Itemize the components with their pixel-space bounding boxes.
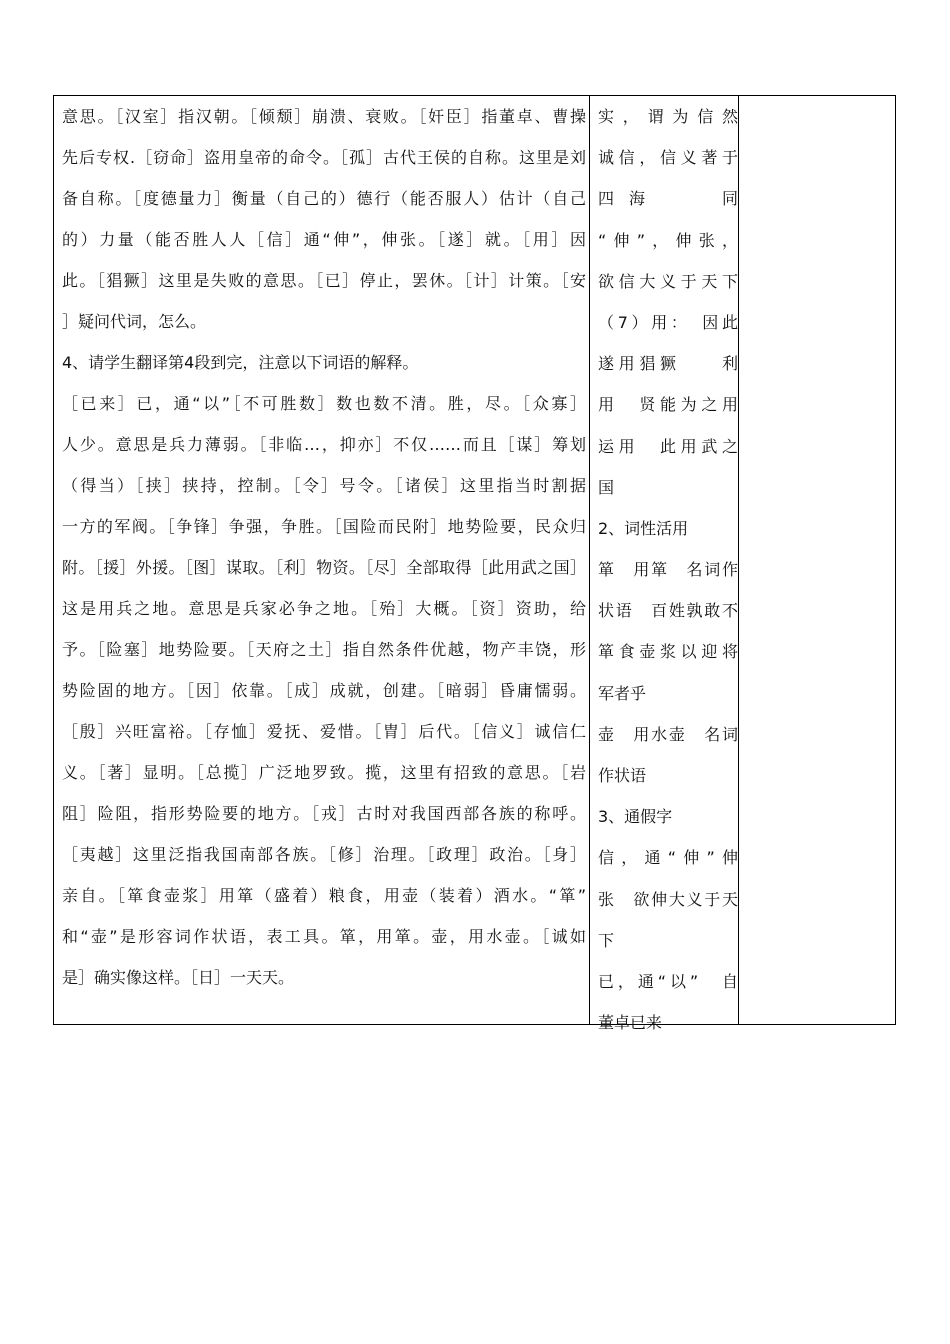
text-line: ［已来］已，通“以”［不可胜数］数也数不清。胜，尽。［众寡］ <box>62 394 586 413</box>
note-line: 董卓已来 <box>598 1013 663 1033</box>
note-line: 用 贤能为之用 <box>598 395 738 415</box>
notes-cell <box>598 96 738 1043</box>
text-line: 附。［援］外援。［图］谋取。［利］物资。［尽］全部取得［此用武之国］ <box>62 558 586 577</box>
note-line: 状语 百姓孰敢不 <box>598 601 738 621</box>
note-line: 运用 此用武之 <box>598 436 738 456</box>
note-line: 欲信大义于天下 <box>598 271 738 291</box>
text-line: 予。［险塞］地势险要。［天府之土］指自然条件优越，物产丰饶，形 <box>62 640 586 659</box>
text-line: 此。［猖獗］这里是失败的意思。［已］停止，罢休。［计］计策。［安 <box>62 271 586 290</box>
note-line: 遂用猖獗 利 <box>598 354 738 374</box>
note-line: 箪 用箪 名词作 <box>598 560 738 580</box>
text-line: 势险固的地方。［因］依靠。［成］成就，创建。［暗弱］昏庸懦弱。 <box>62 681 586 700</box>
note-line: 军者乎 <box>598 683 647 703</box>
text-line: 的）力量（能否胜人人［信］通“伸”，伸张。［遂］就。［用］因 <box>62 230 586 249</box>
lesson-table <box>53 95 896 1033</box>
note-line: 国 <box>598 477 615 497</box>
text-line: ］疑问代词，怎么。 <box>62 312 207 331</box>
note-line: 诚信，信义著于 <box>598 148 738 168</box>
note-line: （7）用： 因此 <box>598 312 738 332</box>
text-line: 备自称。［度德量力］衡量（自己的）德行（能否服人）估计（自己 <box>62 189 586 208</box>
note-line: 四海 同 <box>598 189 738 209</box>
main-text-cell <box>62 96 586 998</box>
note-line: 3、通假字 <box>598 807 673 827</box>
note-line: “伸”，伸张， <box>598 230 738 250</box>
note-line: 2、词性活用 <box>598 518 689 538</box>
column-divider <box>589 96 590 1024</box>
text-line: 义。［著］显明。［总揽］广泛地罗致。揽，这里有招致的意思。［岩 <box>62 763 586 782</box>
note-line: 壶 用水壶 名词 <box>598 724 738 744</box>
note-line: 实，谓为信然 <box>598 107 738 126</box>
text-line: （得当）［挟］挟持，控制。［令］号令。［诸侯］这里指当时割据 <box>62 476 586 495</box>
text-line: 意思。［汉室］指汉朝。［倾颓］崩溃、衰败。［奸臣］指董卓、曹操 <box>62 107 586 126</box>
note-line: 张 欲伸大义于天 <box>598 889 738 909</box>
note-line: 作状语 <box>598 766 647 785</box>
text-line: 和“壶”是形容词作状语，表工具。箪，用箪。壶，用水壶。［诚如 <box>62 927 586 946</box>
text-line: 阻］险阻，指形势险要的地方。［戎］古时对我国西部各族的称呼。 <box>62 804 586 823</box>
text-line: 这是用兵之地。意思是兵家必争之地。［殆］大概。［资］资助，给 <box>62 599 586 618</box>
note-line: 箪食壶浆以迎将 <box>598 642 738 662</box>
note-line: 信，通“伸”伸 <box>598 848 738 868</box>
column-divider <box>738 96 739 1024</box>
text-line: 亲自。［箪食壶浆］用箪（盛着）粮食，用壶（装着）酒水。“箪” <box>62 886 586 905</box>
text-line: 先后专权.［窃命］盗用皇帝的命令。［孤］古代王侯的自称。这里是刘 <box>62 148 586 167</box>
text-line: ［殷］兴旺富裕。［存恤］爱抚、爱惜。［胄］后代。［信义］诚信仁 <box>62 722 586 741</box>
text-line: ［夷越］这里泛指我国南部各族。［修］治理。［政理］政治。［身］ <box>62 845 586 864</box>
text-line: 一方的军阀。［争锋］争强，争胜。［国险而民附］地势险要，民众归 <box>62 517 586 536</box>
text-line: 4、请学生翻译第4段到完，注意以下词语的解释。 <box>62 353 419 372</box>
text-line: 人少。意思是兵力薄弱。［非临…，抑亦］不仅……而且［谋］筹划 <box>62 435 586 454</box>
note-line: 已，通“以” 自 <box>598 971 738 991</box>
text-line: 是］确实像这样。［日］一天天。 <box>62 968 295 987</box>
note-line: 下 <box>598 930 615 950</box>
